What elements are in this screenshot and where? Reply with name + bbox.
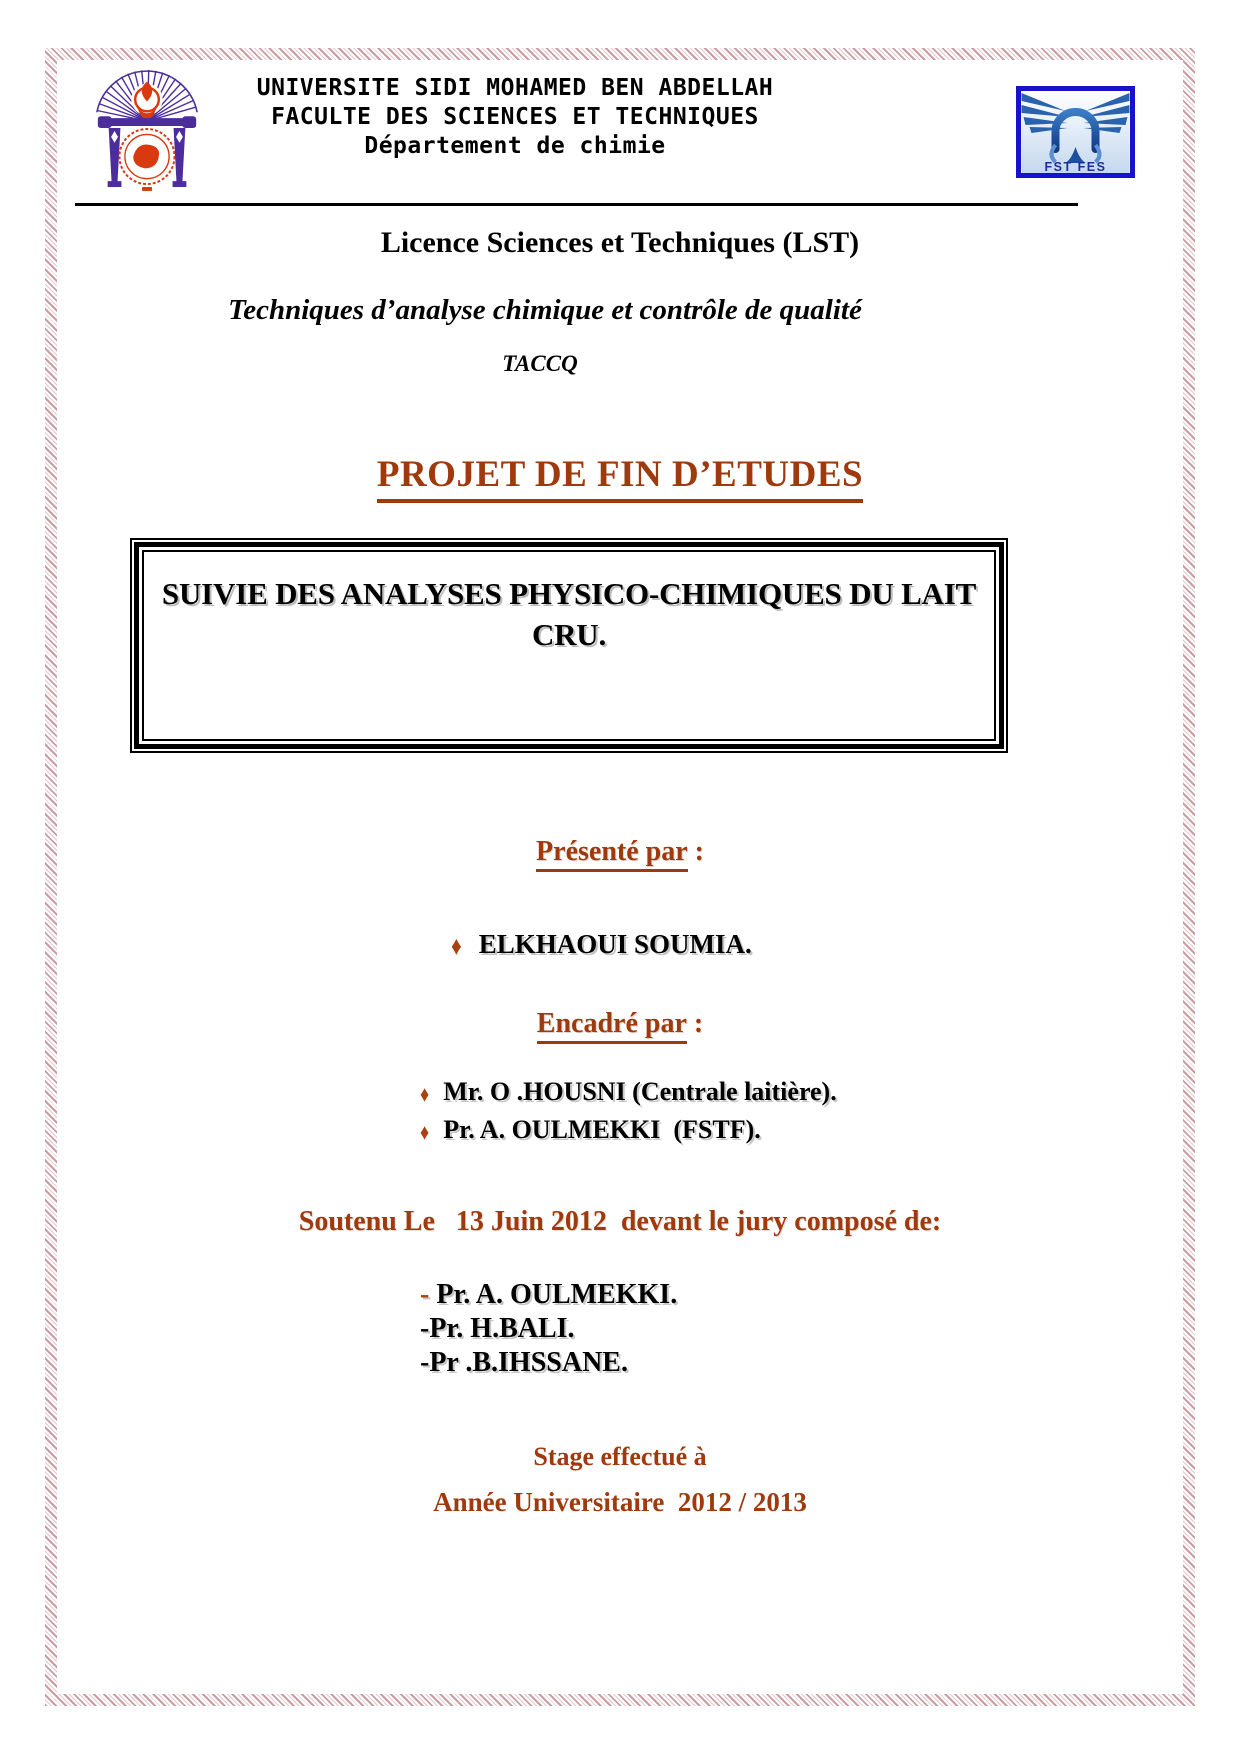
supervised-by-label-text: Encadré par [537,1008,687,1044]
subject-title-line1: SUIVIE DES ANALYSES PHYSICO-CHIMIQUES DU LAIT [161,576,977,611]
faculty-name: FACULTE DES SCIENCES ET TECHNIQUES [271,104,759,130]
institution-header [205,74,825,161]
project-heading-text: PROJET DE FIN D’ETUDES [377,453,863,503]
supervisor-row [420,1112,837,1150]
jury-row [420,1346,677,1380]
author-row [424,898,752,991]
specialty-acronym: TACCQ [502,351,578,376]
jury-row [420,1278,677,1312]
academic-year-line: Année Universitaire 2012 / 2013 [433,1487,807,1517]
university-name: UNIVERSITE SIDI MOHAMED BEN ABDELLAH [256,75,774,101]
jury-list [420,1278,677,1380]
supervisor-list [420,1074,837,1150]
jury-dash: - [420,1313,430,1344]
project-heading [0,453,1240,503]
department-name: Département de chimie [364,133,666,159]
specialty-title: Techniques d’analyse chimique et contrôle de qualité [228,294,862,326]
subject-title-box-mid [134,542,1004,749]
header-divider-line [75,203,1078,206]
fst-fes-logo-text: FST FES [1044,160,1107,173]
author-name: ELKHAOUI SOUMIA. [478,929,752,959]
defense-intro: Soutenu Le 13 Juin 2012 devant le jury composé de: [298,1206,942,1237]
diamond-bullet-icon: ♦ [420,1081,430,1107]
presented-by-label-text: Présenté par [536,836,688,872]
supervised-by-colon: : [686,1008,704,1039]
supervised-by-label [0,1008,1240,1044]
jury-member-name: Pr. A. OULMEKKI. [436,1279,678,1310]
diamond-bullet-icon: ♦ [451,930,462,961]
stage-line: Stage effectué à [533,1442,707,1471]
subject-title-box [130,538,1008,753]
fst-fes-logo [1016,86,1135,178]
jury-row [420,1312,677,1346]
subject-title-line2: CRU. [531,616,607,652]
diamond-bullet-icon: ♦ [420,1119,430,1145]
supervisor-row [420,1074,837,1112]
subject-title-box-inner [142,550,996,741]
degree-title: Licence Sciences et Techniques (LST) [380,226,860,259]
jury-dash: - [420,1279,437,1310]
supervisor-name: Pr. A. OULMEKKI (FSTF). [443,1115,761,1144]
jury-member-name: Pr. H.BALI. [429,1313,575,1344]
presented-by-label [0,836,1240,872]
university-logo [88,62,206,196]
supervisor-name: Mr. O .HOUSNI (Centrale laitière). [443,1077,837,1106]
jury-member-name: Pr .B.IHSSANE. [429,1347,628,1378]
jury-dash: - [420,1347,430,1378]
presented-by-colon: : [687,836,704,867]
